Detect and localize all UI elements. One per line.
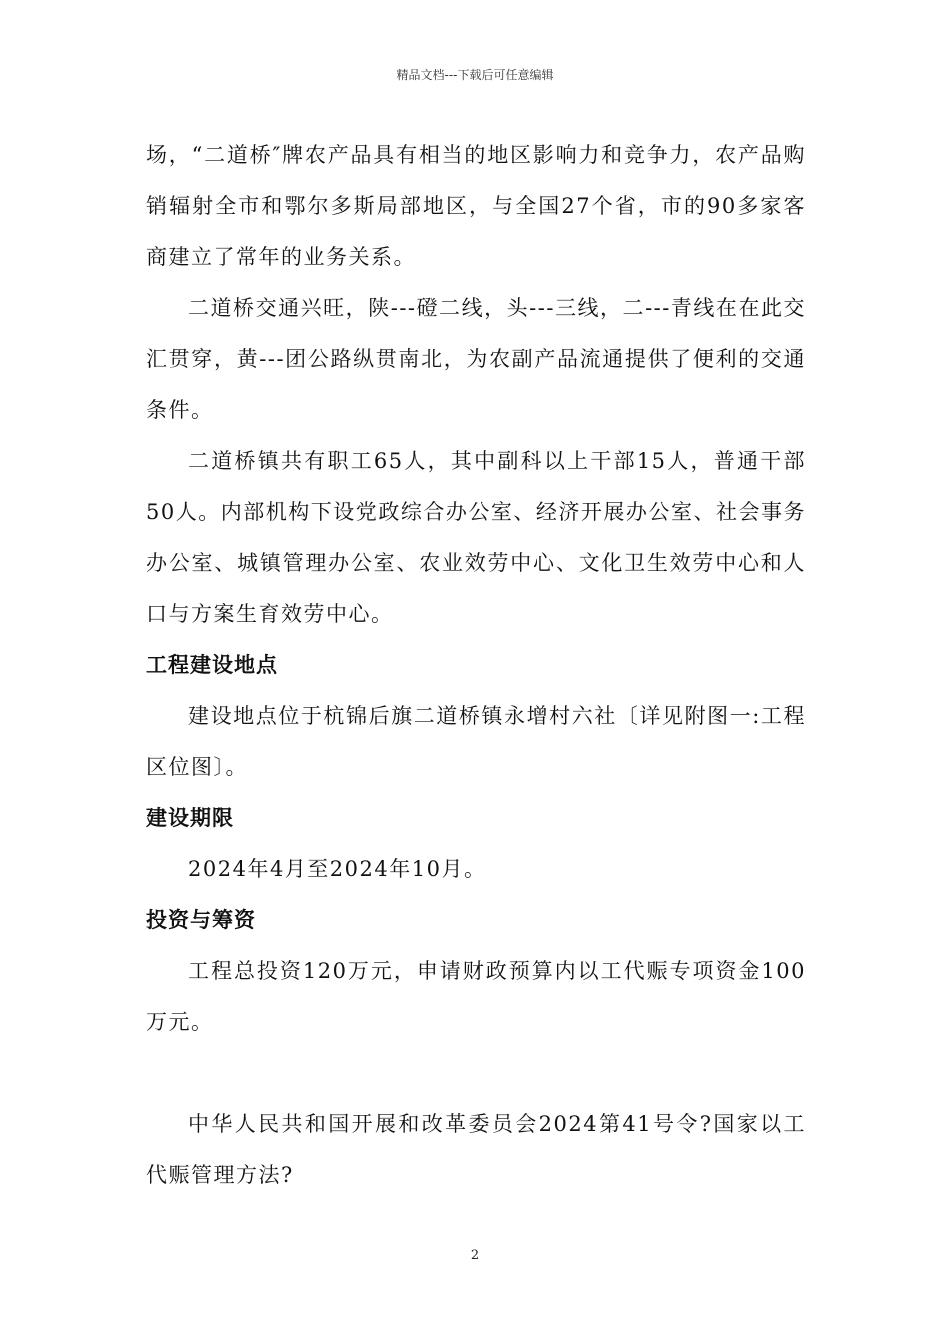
paragraph-period: 2024年4月至2024年10月。 — [188, 857, 487, 881]
blank-line — [146, 1048, 806, 1099]
heading-investment: 投资与筹资 — [146, 908, 256, 932]
document-body — [146, 130, 806, 1201]
page-number: 2 — [470, 1248, 480, 1263]
heading-location: 工程建设地点 — [146, 653, 278, 677]
paragraph-transport: 二道桥交通兴旺，陕---磴二线，头---三线，二---青线在在此交汇贯穿，黄---团公路纵贯南北，为农副产品流通提供了便利的交通条件。 — [146, 296, 806, 422]
paragraph-investment: 工程总投资120万元，申请财政预算内以工代赈专项资金100万元。 — [146, 959, 806, 1034]
page-header: 精品文档---下载后可任意编辑 — [396, 68, 554, 82]
paragraph-location: 建设地点位于杭锦后旗二道桥镇永增村六社〔详见附图一:工程区位图〕。 — [146, 704, 806, 779]
heading-period: 建设期限 — [146, 806, 234, 830]
paragraph-market: 场，“二道桥″牌农产品具有相当的地区影响力和竞争力，农产品购销辐射全市和鄂尔多斯局部地区，与全国27个省，市的90多家客商建立了常年的业务关系。 — [146, 143, 806, 269]
paragraph-reference: 中华人民共和国开展和改革委员会2024第41号令?国家以工代赈管理方法? — [146, 1112, 806, 1187]
paragraph-staff: 二道桥镇共有职工65人，其中副科以上干部15人，普通干部50人。内部机构下设党政综合办公室、经济开展办公室、社会事务办公室、城镇管理办公室、农业效劳中心、文化卫生效劳中心和人口与方案生育效劳中心。 — [146, 449, 806, 626]
